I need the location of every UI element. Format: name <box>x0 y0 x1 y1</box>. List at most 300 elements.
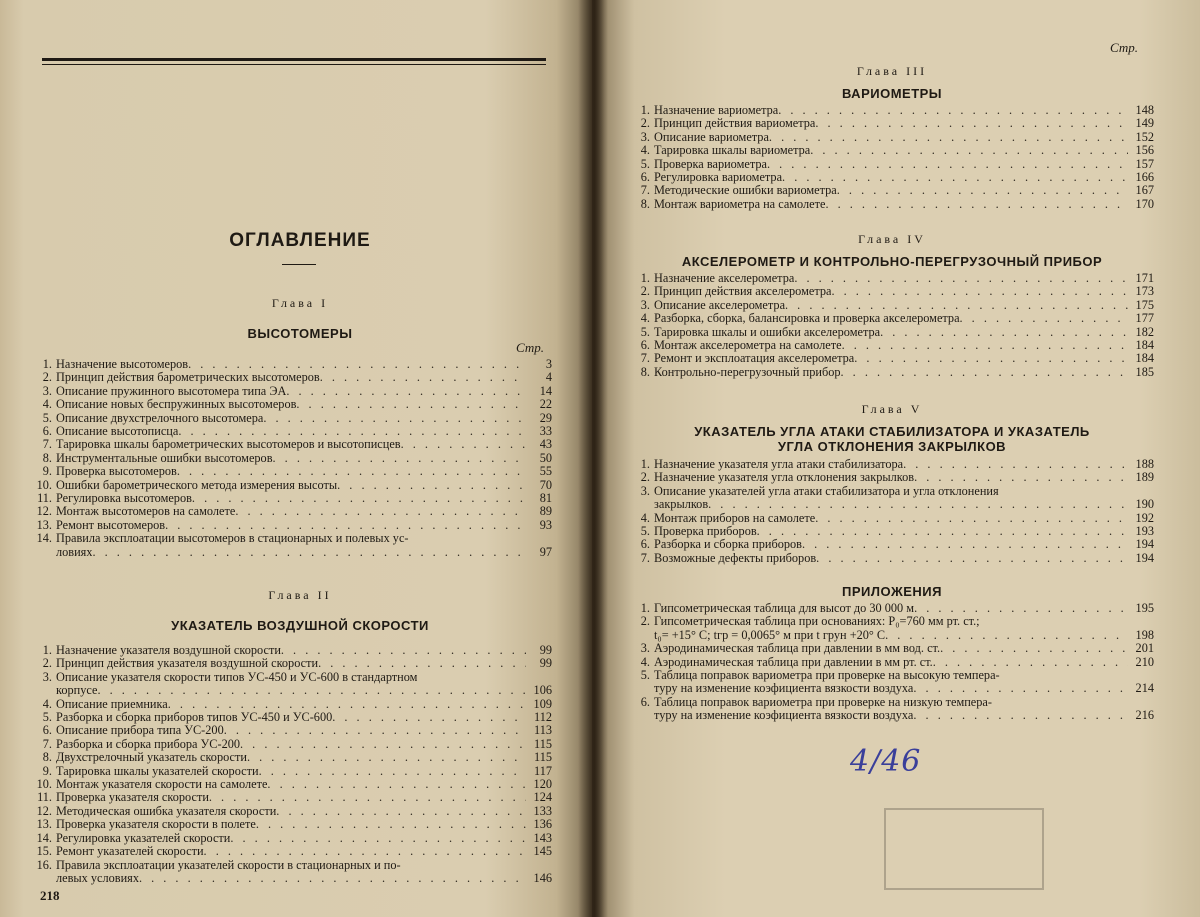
toc-entry-number: 7. <box>42 437 52 452</box>
toc-entry <box>36 644 552 657</box>
leader-dots <box>854 352 1128 365</box>
toc-entry <box>36 765 552 778</box>
toc-entry-page: 195 <box>1135 601 1154 615</box>
leader-dots <box>914 471 1128 484</box>
toc-entry-text: Монтаж вариометра на самолете <box>654 197 826 211</box>
toc-entry-page: 113 <box>534 723 552 738</box>
toc-entry <box>634 352 1154 365</box>
toc-entry-number: 2. <box>640 116 650 131</box>
toc-entry <box>634 471 1154 484</box>
toc-entry-text: Описание прибора типа УС-200 <box>56 724 224 738</box>
toc-entry-number: 1. <box>640 601 650 615</box>
toc-entry-number: 3. <box>42 669 52 684</box>
toc-entry <box>634 669 1154 682</box>
toc-entry-text-cont: ловиях <box>56 545 93 559</box>
toc-entry <box>36 738 552 751</box>
leader-dots <box>188 358 526 371</box>
toc-entry-page: 194 <box>1135 550 1154 565</box>
toc-entry-page: 50 <box>539 450 552 465</box>
toc-entry-text: Проверка указателя скорости в полете <box>56 818 256 832</box>
toc-entry <box>36 778 552 791</box>
leader-dots <box>177 465 526 478</box>
toc-entry-page: 106 <box>533 683 552 698</box>
toc-entry-number: 1. <box>640 271 650 285</box>
toc-entry-text: Методические ошибки вариометра <box>654 184 837 198</box>
toc-entry-number: 5. <box>640 324 650 339</box>
toc-entry-number: 1. <box>640 457 650 471</box>
leader-dots <box>913 682 1128 695</box>
top-rule-thin <box>42 64 546 65</box>
leader-dots <box>320 371 526 384</box>
toc-entry-number: 3. <box>640 641 650 656</box>
toc-entry-text: Назначение указателя воздушной скорости <box>56 644 281 657</box>
leader-dots <box>97 684 526 697</box>
leader-dots <box>92 546 526 559</box>
toc-entry-text-cont: корпусе <box>56 684 98 698</box>
toc-entry-number: 2. <box>42 656 52 671</box>
toc-entry-page: 89 <box>539 504 552 519</box>
toc-entry-page: 4 <box>545 370 552 385</box>
toc-entry-number: 13. <box>36 517 52 532</box>
leader-dots <box>831 285 1128 298</box>
toc-entry-continuation <box>36 546 552 559</box>
appendix-toc <box>634 602 1154 723</box>
toc-entry-text: Описание вариометра <box>654 130 769 144</box>
toc-entry <box>634 512 1154 525</box>
leader-dots <box>267 778 526 791</box>
toc-entry <box>634 339 1154 352</box>
toc-entry <box>36 818 552 831</box>
toc-entry <box>634 198 1154 211</box>
toc-entry-text: Ошибки барометрического метода измерения высоты <box>56 478 338 492</box>
toc-entry <box>634 272 1154 285</box>
toc-entry-number: 14. <box>36 830 52 845</box>
leader-dots <box>885 629 1128 642</box>
toc-entry-text: Регулировка высотомеров <box>56 492 192 506</box>
title-rule <box>282 264 316 265</box>
leader-dots <box>318 657 526 670</box>
toc-entry-number: 16. <box>36 857 52 872</box>
toc-entry-text: Гипсометрическая таблица при основаниях: P₀=760 мм рт. ст.; <box>654 615 980 629</box>
toc-entry-page: 120 <box>533 777 552 792</box>
leader-dots <box>815 117 1128 130</box>
toc-entry-text-cont: закрылков <box>654 498 709 512</box>
leader-dots <box>139 872 526 885</box>
toc-entry-number: 5. <box>42 410 52 425</box>
toc-entry-text: Тарировка шкалы и ошибки акселерометра <box>654 325 881 339</box>
book-gutter <box>578 0 608 917</box>
top-rule <box>42 58 546 61</box>
toc-entry-number: 9. <box>42 464 52 479</box>
toc-entry-text: Принцип действия барометрических высотомеров <box>56 371 320 385</box>
toc-entry-text-cont: левых условиях <box>56 871 139 885</box>
right-page <box>592 0 1200 917</box>
toc-entry-text: Описание приемника <box>56 697 168 711</box>
toc-entry-page: 55 <box>539 464 552 479</box>
leader-dots <box>332 711 526 724</box>
toc-entry-text: Монтаж приборов на самолете <box>654 511 816 525</box>
leader-dots <box>816 552 1128 565</box>
toc-entry-page: 93 <box>539 517 552 532</box>
toc-entry <box>634 117 1154 130</box>
toc-entry-page: 194 <box>1135 537 1154 552</box>
toc-entry <box>36 832 552 845</box>
toc-entry-page: 143 <box>533 830 552 845</box>
toc-entry-page: 210 <box>1135 654 1154 669</box>
toc-entry-number: 6. <box>42 424 52 439</box>
toc-entry-page: 185 <box>1135 364 1154 379</box>
toc-entry-page: 81 <box>539 491 552 506</box>
leader-dots <box>337 479 526 492</box>
toc-entry <box>634 696 1154 709</box>
leader-dots <box>903 458 1128 471</box>
toc-entry <box>36 452 552 465</box>
leader-dots <box>401 438 526 451</box>
chapter2-label: Глава II <box>268 588 332 602</box>
toc-entry-text: Аэродинамическая таблица при давлении в мм рт. ст. <box>654 655 933 669</box>
toc-entry-text: Двухстрелочный указатель скорости <box>56 751 247 765</box>
leader-dots <box>168 698 526 711</box>
toc-entry-number: 7. <box>640 351 650 366</box>
toc-entry-page: 201 <box>1135 641 1154 656</box>
toc-entry-number: 1. <box>42 357 52 371</box>
leader-dots <box>235 505 526 518</box>
toc-entry-page: 152 <box>1135 129 1154 144</box>
leader-dots <box>767 158 1128 171</box>
leader-dots <box>841 366 1128 379</box>
toc-entry <box>36 671 552 684</box>
leader-dots <box>794 272 1128 285</box>
toc-entry-number: 5. <box>640 524 650 539</box>
leader-dots <box>914 602 1128 615</box>
toc-entry-page: 170 <box>1135 196 1154 211</box>
toc-entry <box>36 711 552 724</box>
toc-entry-number: 2. <box>42 370 52 385</box>
toc-entry-number: 10. <box>36 477 52 492</box>
toc-entry-number: 3. <box>42 383 52 398</box>
toc-entry <box>634 299 1154 312</box>
toc-entry-page: 175 <box>1135 297 1154 312</box>
toc-entry <box>634 312 1154 325</box>
toc-entry-number: 1. <box>42 643 52 657</box>
toc-entry-number: 2. <box>640 470 650 485</box>
toc-entry <box>634 642 1154 655</box>
toc-entry-number: 4. <box>640 510 650 525</box>
toc-entry-page: 3 <box>545 357 552 371</box>
toc-entry-page: 124 <box>533 790 552 805</box>
toc-entry <box>634 615 1154 628</box>
leader-dots <box>165 519 526 532</box>
page-number: 218 <box>40 888 60 903</box>
toc-entry-text: Монтаж высотомеров на самолете <box>56 505 236 519</box>
handwritten-note: 4/46 <box>850 744 922 779</box>
toc-entry <box>634 538 1154 551</box>
leader-dots <box>810 144 1128 157</box>
toc-entry-text: Назначение указателя угла атаки стабилизатора <box>654 458 904 471</box>
toc-entry-text: Проверка высотомеров <box>56 465 177 479</box>
toc-entry-page: 184 <box>1135 351 1154 366</box>
toc-entry <box>36 385 552 398</box>
toc-entry-text: Таблица поправок вариометра при проверке на высокую темпера- <box>654 669 1000 683</box>
leader-dots <box>276 805 526 818</box>
toc-entry <box>36 425 552 438</box>
toc-entry-number: 3. <box>640 129 650 144</box>
toc-entry-page: 117 <box>534 763 552 778</box>
toc-entry-text: Разборка и сборка приборов <box>654 538 802 552</box>
toc-entry-text-cont: t₀= +15° C; tгр = 0,0065° м при t грун +20° C <box>654 628 886 642</box>
toc-entry-number: 15. <box>36 844 52 859</box>
toc-entry-number: 7. <box>640 550 650 565</box>
toc-entry-number: 1. <box>640 103 650 117</box>
toc-entry-page: 148 <box>1135 103 1154 117</box>
leader-dots <box>913 709 1128 722</box>
toc-entry-page: 192 <box>1135 510 1154 525</box>
toc-entry-number: 11. <box>37 491 52 506</box>
toc-entry-continuation <box>36 872 552 885</box>
chapter5-label: Глава V <box>861 402 923 416</box>
toc-entry <box>36 532 552 545</box>
leader-dots <box>842 339 1128 352</box>
page-column-header: Стр. <box>1110 40 1138 55</box>
leader-dots <box>940 642 1128 655</box>
leader-dots <box>281 644 526 657</box>
leader-dots <box>782 171 1128 184</box>
toc-entry <box>36 465 552 478</box>
toc-entry-number: 7. <box>42 736 52 751</box>
toc-entry-text: Описание новых беспружинных высотомеров <box>56 398 297 412</box>
leader-dots <box>240 738 526 751</box>
toc-entry-number: 4. <box>42 397 52 412</box>
toc-entry-number: 8. <box>42 450 52 465</box>
toc-entry-page: 97 <box>539 544 552 559</box>
leader-dots <box>708 498 1128 511</box>
toc-entry-text: Назначение высотомеров <box>56 358 189 371</box>
toc-entry-page: 146 <box>533 870 552 885</box>
chapter2-toc <box>36 644 552 885</box>
chapter5-toc <box>634 458 1154 565</box>
leader-dots <box>259 765 526 778</box>
toc-entry-continuation <box>634 709 1154 722</box>
toc-entry-number: 6. <box>640 537 650 552</box>
library-stamp <box>884 808 1044 890</box>
toc-entry-number: 12. <box>36 504 52 519</box>
toc-entry <box>36 657 552 670</box>
chapter4-title: АКСЕЛЕРОМЕТР И КОНТРОЛЬНО-ПЕРЕГРУЗОЧНЫЙ ПРИБОР <box>681 254 1103 269</box>
toc-entry <box>634 326 1154 339</box>
toc-entry-text: Гипсометрическая таблица для высот до 30 000 м <box>654 602 915 615</box>
toc-entry <box>36 398 552 411</box>
leader-dots <box>230 832 526 845</box>
toc-entry <box>36 371 552 384</box>
toc-entry-page: 112 <box>534 710 552 725</box>
toc-entry-text: Ремонт и эксплоатация акселерометра <box>654 352 855 366</box>
leader-dots <box>209 791 526 804</box>
toc-entry-page: 29 <box>539 410 552 425</box>
toc-entry <box>634 184 1154 197</box>
toc-entry-text: Принцип действия указателя воздушной скорости <box>56 657 319 671</box>
leader-dots <box>769 131 1128 144</box>
toc-entry-text: Монтаж акселерометра на самолете <box>654 339 842 353</box>
toc-entry-continuation <box>634 682 1154 695</box>
leader-dots <box>192 492 526 505</box>
toc-entry <box>634 131 1154 144</box>
toc-entry <box>634 104 1154 117</box>
toc-entry-page: 157 <box>1135 156 1154 171</box>
toc-entry-text: Ремонт указателей скорости <box>56 845 204 859</box>
toc-entry-page: 167 <box>1135 183 1154 198</box>
toc-entry-number: 5. <box>42 710 52 725</box>
toc-entry-page: 33 <box>539 424 552 439</box>
toc-entry-number: 4. <box>640 311 650 326</box>
toc-entry-page: 43 <box>539 437 552 452</box>
toc-entry-text: Назначение вариометра <box>654 104 779 117</box>
leader-dots <box>247 751 526 764</box>
toc-entry-page: 14 <box>539 383 552 398</box>
toc-entry-number: 13. <box>36 817 52 832</box>
toc-entry-continuation <box>634 629 1154 642</box>
toc-entry-page: 173 <box>1135 284 1154 299</box>
toc-entry-text: Инструментальные ошибки высотомеров <box>56 451 273 465</box>
toc-entry-text: Разборка и сборка приборов типов УС-450 и УС-600 <box>56 711 333 725</box>
toc-entry-page: 136 <box>533 817 552 832</box>
toc-entry-number: 12. <box>36 803 52 818</box>
toc-entry-text: Разборка, сборка, балансировка и проверка акселерометра <box>654 312 960 326</box>
toc-entry-number: 8. <box>640 364 650 379</box>
toc-entry-text: Проверка приборов <box>654 525 757 539</box>
toc-entry <box>634 158 1154 171</box>
toc-entry-page: 182 <box>1135 324 1154 339</box>
toc-entry-page: 99 <box>539 643 552 657</box>
toc-entry-number: 11. <box>37 790 52 805</box>
toc-entry-text: Описание двухстрелочного высотомера <box>56 411 264 425</box>
toc-entry-number: 7. <box>640 183 650 198</box>
leader-dots <box>296 398 526 411</box>
toc-entry <box>634 144 1154 157</box>
toc-entry <box>634 485 1154 498</box>
toc-entry-page: 216 <box>1135 708 1154 723</box>
toc-entry-number: 10. <box>36 777 52 792</box>
chapter5-title-line2: УГЛА ОТКЛОНЕНИЯ ЗАКРЫЛКОВ <box>777 439 1007 454</box>
leader-dots <box>802 538 1128 551</box>
toc-entry-number: 8. <box>42 750 52 765</box>
toc-entry <box>634 458 1154 471</box>
toc-entry <box>36 791 552 804</box>
leader-dots <box>815 512 1128 525</box>
toc-entry <box>36 358 552 371</box>
toc-entry-page: 214 <box>1135 681 1154 696</box>
toc-entry-number: 4. <box>42 696 52 711</box>
toc-entry-page: 198 <box>1135 627 1154 642</box>
leader-dots <box>837 184 1128 197</box>
toc-entry-text: Правила эксплоатации высотомеров в стационарных и полевых ус- <box>56 532 409 546</box>
toc-entry-text: Разборка и сборка прибора УС-200 <box>56 737 241 751</box>
toc-entry <box>634 525 1154 538</box>
toc-entry <box>36 698 552 711</box>
toc-entry-page: 133 <box>533 803 552 818</box>
appendix-title: ПРИЛОЖЕНИЯ <box>842 584 942 599</box>
toc-entry-number: 6. <box>640 338 650 353</box>
toc-entry <box>634 602 1154 615</box>
toc-entry-number: 5. <box>640 668 650 683</box>
toc-entry-text: Тарировка шкалы барометрических высотомеров и высотописцев <box>56 438 401 452</box>
toc-entry <box>634 285 1154 298</box>
toc-entry-number: 5. <box>640 156 650 171</box>
toc-entry-text: Проверка вариометра <box>654 157 767 171</box>
toc-entry-text: Методическая ошибка указателя скорости <box>56 804 277 818</box>
toc-entry <box>634 552 1154 565</box>
leader-dots <box>263 412 526 425</box>
toc-entry-page: 22 <box>539 397 552 412</box>
leader-dots <box>256 818 526 831</box>
toc-entry <box>36 859 552 872</box>
leader-dots <box>757 525 1128 538</box>
toc-entry <box>634 656 1154 669</box>
toc-entry-number: 3. <box>640 297 650 312</box>
page-column-header: Стр. <box>516 340 544 355</box>
toc-entry <box>36 724 552 737</box>
toc-entry <box>36 845 552 858</box>
toc-entry-text: Назначение указателя угла отклонения закрылков <box>654 471 915 485</box>
toc-entry-number: 8. <box>640 196 650 211</box>
toc-entry-number: 3. <box>640 483 650 498</box>
toc-entry-text: Описание указателей угла атаки стабилизатора и угла отклонения <box>654 484 999 498</box>
toc-entry-text: Ремонт высотомеров <box>56 518 166 532</box>
left-page <box>0 0 592 917</box>
toc-entry-continuation <box>36 684 552 697</box>
toc-entry-text: Проверка указателя скорости <box>56 791 209 805</box>
chapter1-title: ВЫСОТОМЕРЫ <box>247 326 353 341</box>
toc-entry <box>36 519 552 532</box>
chapter1-toc <box>36 358 552 559</box>
toc-entry-number: 9. <box>42 763 52 778</box>
toc-entry-text: Аэродинамическая таблица при давлении в мм вод. ст. <box>654 642 941 656</box>
toc-entry-number: 4. <box>640 143 650 158</box>
toc-entry-text: Монтаж указателя скорости на самолете <box>56 778 268 792</box>
chapter2-title: УКАЗАТЕЛЬ ВОЗДУШНОЙ СКОРОСТИ <box>171 618 429 633</box>
toc-entry-text: Описание указателя скорости типов УС-450 и УС-600 в стандартном <box>56 670 418 684</box>
leader-dots <box>273 452 526 465</box>
leader-dots <box>880 326 1128 339</box>
toc-entry-page: 166 <box>1135 170 1154 185</box>
chapter3-title: ВАРИОМЕТРЫ <box>841 86 943 101</box>
toc-entry-page: 115 <box>534 736 552 751</box>
leader-dots <box>933 656 1128 669</box>
toc-entry-text: Назначение акселерометра <box>654 272 795 285</box>
toc-entry-text: Регулировка вариометра <box>654 171 783 185</box>
chapter4-toc <box>634 272 1154 379</box>
toc-entry-text-cont: туру на изменение коэфициента вязкости воздуха <box>654 682 914 696</box>
leader-dots <box>960 312 1128 325</box>
toc-entry-page: 189 <box>1135 470 1154 485</box>
toc-entry <box>36 805 552 818</box>
toc-entry-text: Описание акселерометра <box>654 298 786 312</box>
chapter3-label: Глава III <box>856 64 928 78</box>
toc-entry-page: 184 <box>1135 338 1154 353</box>
toc-entry-number: 14. <box>36 531 52 546</box>
toc-entry-text: Правила эксплоатации указателей скорости в стационарных и по- <box>56 858 401 872</box>
toc-entry-text: Принцип действия акселерометра <box>654 285 832 299</box>
toc-entry <box>36 479 552 492</box>
leader-dots <box>224 724 526 737</box>
toc-entry-text: Описание пружинного высотомера типа ЭА <box>56 384 287 398</box>
toc-entry-page: 99 <box>539 656 552 671</box>
leader-dots <box>178 425 526 438</box>
toc-entry-page: 193 <box>1135 524 1154 539</box>
toc-entry-continuation <box>634 498 1154 511</box>
toc-entry-text: Контрольно-перегрузочный прибор <box>654 365 841 379</box>
toc-entry-number: 2. <box>640 614 650 629</box>
toc-entry-text: Описание высотописца <box>56 425 179 439</box>
